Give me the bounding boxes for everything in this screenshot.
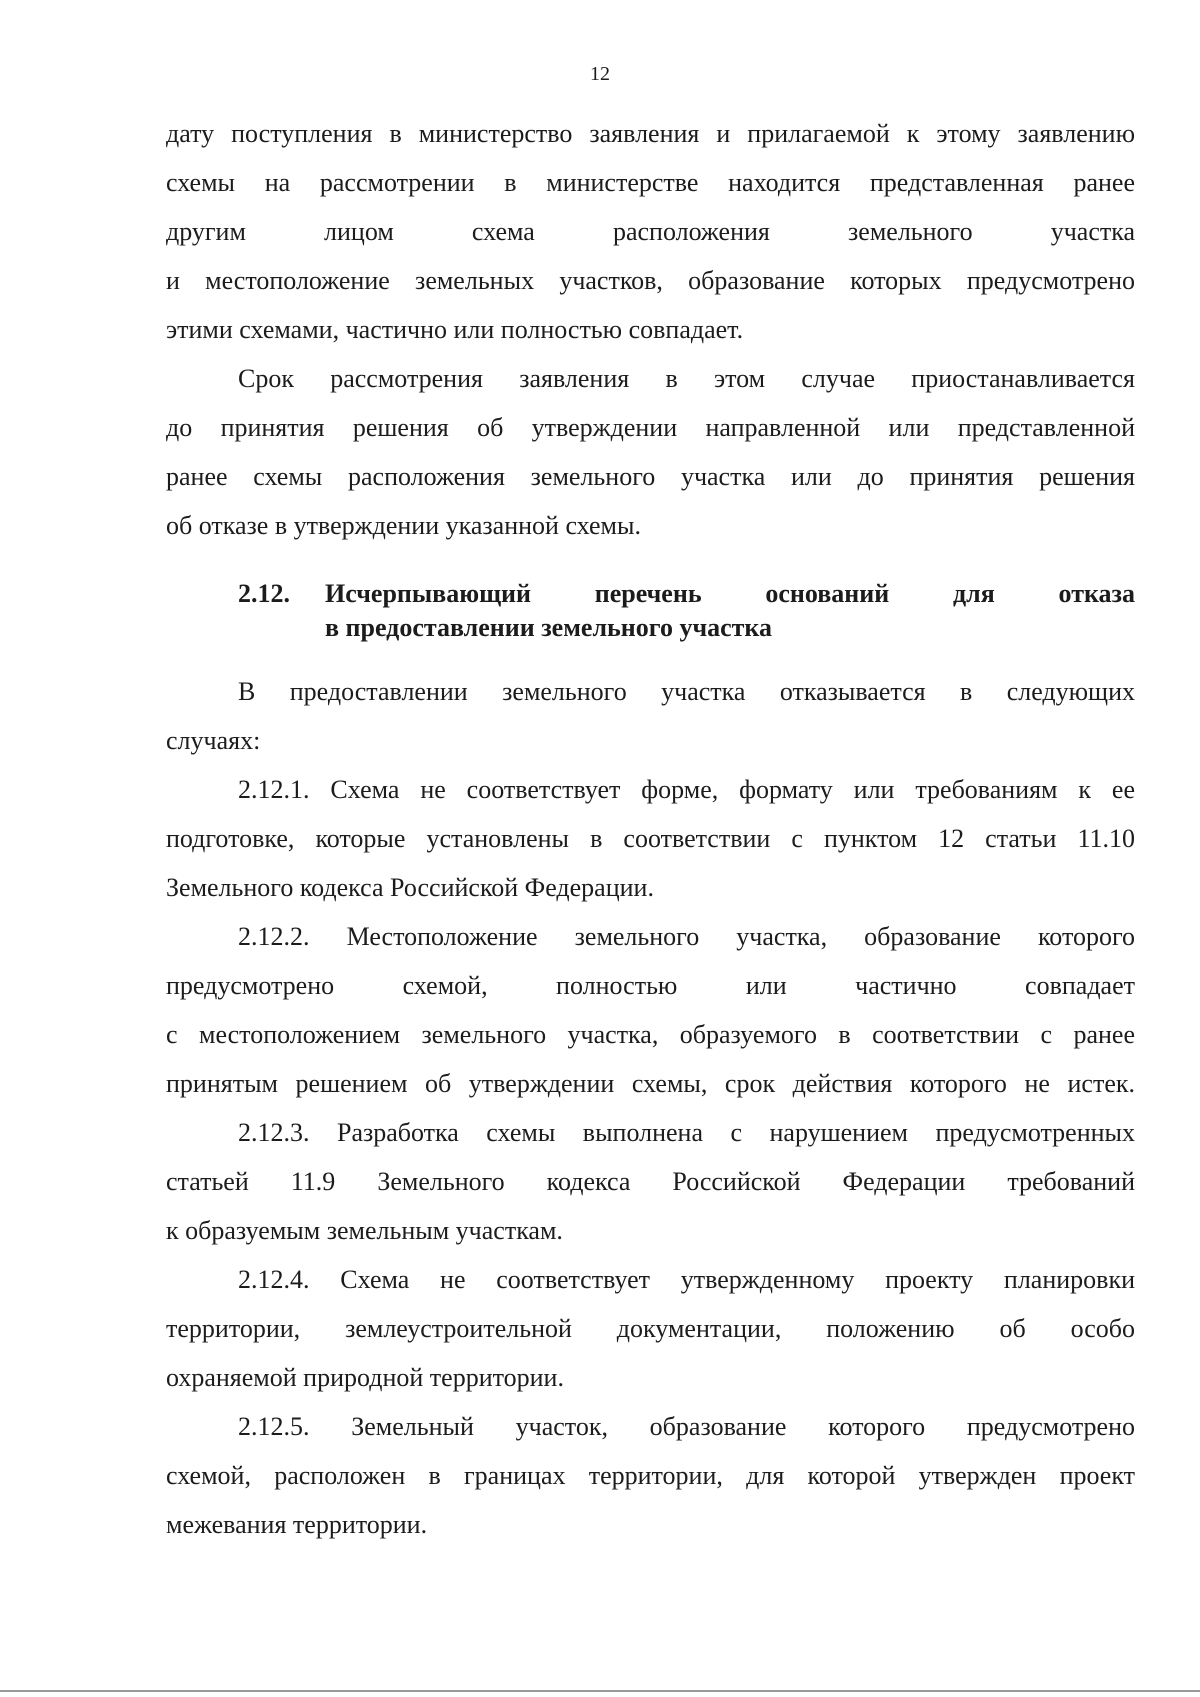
text-line: В предоставлении земельного участка отказывается в следующих (238, 677, 1135, 706)
text-line: схемы на рассмотрении в министерстве находится представленная ранее (166, 168, 1135, 197)
text-line: другим лицом схема расположения земельного участка (166, 217, 1135, 246)
text-line: до принятия решения об утверждении направленной или представленной (166, 413, 1135, 442)
text-line: случаях: (166, 726, 261, 755)
text-line: схемой, расположен в границах территории, для которой утвержден проект (166, 1461, 1135, 1490)
scan-edge-divider (0, 1690, 1200, 1692)
text-line: с местоположением земельного участка, образуемого в соответствии с ранее (166, 1020, 1135, 1049)
text-line: территории, землеустроительной документации, положению об особо (166, 1314, 1135, 1343)
text-line: принятым решением об утверждении схемы, срок действия которого не истек. (166, 1069, 1135, 1098)
text-line: статьей 11.9 Земельного кодекса Российской Федерации требований (166, 1167, 1135, 1196)
text-line: ранее схемы расположения земельного участка или до принятия решения (166, 462, 1135, 491)
text-line: 2.12.1. Схема не соответствует форме, формату или требованиям к ее (238, 775, 1135, 804)
text-line: охраняемой природной территории. (166, 1363, 564, 1392)
section-number: 2.12. (238, 579, 290, 608)
page-number: 12 (590, 63, 610, 85)
text-line: Земельного кодекса Российской Федерации. (166, 873, 654, 902)
text-line: предусмотрено схемой, полностью или частично совпадает (166, 971, 1135, 1000)
text-line: дату поступления в министерство заявления и прилагаемой к этому заявлению (166, 119, 1135, 148)
text-line: 2.12.3. Разработка схемы выполнена с нарушением предусмотренных (238, 1118, 1135, 1147)
text-line: и местоположение земельных участков, образование которых предусмотрено (166, 266, 1135, 295)
text-line: 2.12.5. Земельный участок, образование которого предусмотрено (238, 1412, 1135, 1441)
section-title-line: в предоставлении земельного участка (325, 613, 773, 642)
text-line: межевания территории. (166, 1510, 428, 1539)
text-line: об отказе в утверждении указанной схемы. (166, 511, 641, 540)
section-title-line: Исчерпывающий перечень оснований для отказа (325, 579, 1135, 608)
text-line: этими схемами, частично или полностью совпадает. (166, 315, 744, 344)
text-line: Срок рассмотрения заявления в этом случае приостанавливается (238, 364, 1135, 393)
text-line: 2.12.4. Схема не соответствует утвержденному проекту планировки (238, 1265, 1135, 1294)
text-line: 2.12.2. Местоположение земельного участка, образование которого (238, 922, 1135, 951)
text-line: к образуемым земельным участкам. (166, 1216, 563, 1245)
text-line: подготовке, которые установлены в соответствии с пунктом 12 статьи 11.10 (166, 824, 1135, 853)
